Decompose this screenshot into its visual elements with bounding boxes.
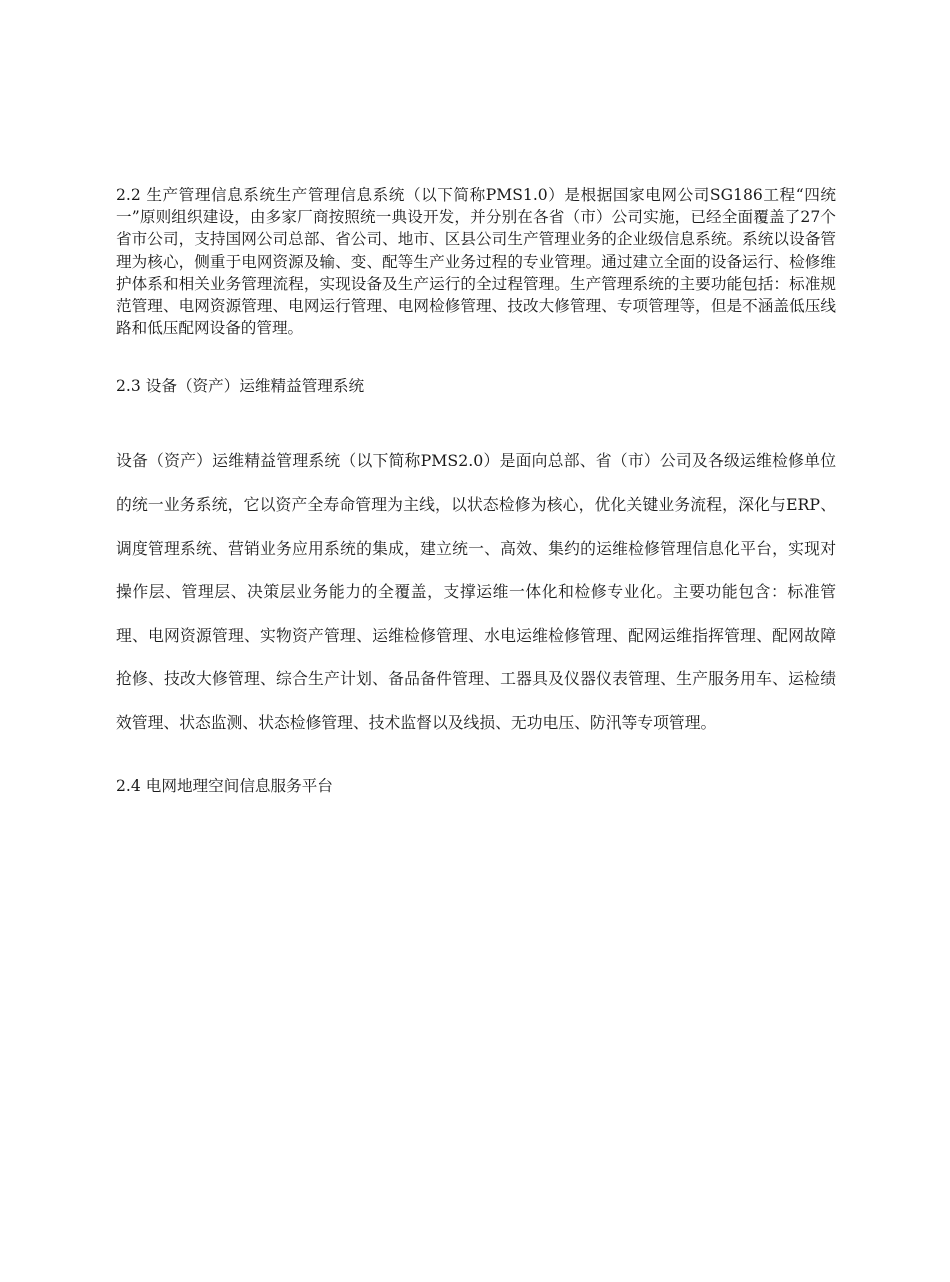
section-2-2-paragraph: 2.2 生产管理信息系统生产管理信息系统（以下简称PMS1.0）是根据国家电网公司SG186工程“四统一”原则组织建设，由多家厂商按照统一典设开发，并分别在各省（市）公司实施，已经全面覆盖了27个省市公司，支持国网公司总部、省公司、地市、区县公司生产管理业务的企业级信息系统。系统以设备管理为核心，侧重于电网资源及输、变、配等生产业务过程的专业管理。通过建立全面的设备运行、检修维护体系和相关业务管理流程，实现设备及生产运行的全过程管理。生产管理系统的主要功能包括：标准规范管理、电网资源管理、电网运行管理、电网检修管理、技改大修管理、专项管理等，但是不涵盖低压线路和低压配网设备的管理。 (116, 186, 836, 338)
section-2-4-heading: 2.4 电网地理空间信息服务平台 (116, 776, 333, 795)
document-body (116, 184, 836, 797)
section-2-3-heading: 2.3 设备（资产）运维精益管理系统 (116, 377, 365, 396)
section-2-3-paragraph: 设备（资产）运维精益管理系统（以下简称PMS2.0）是面向总部、省（市）公司及各级运维检修单位的统一业务系统，它以资产全寿命管理为主线，以状态检修为核心，优化关键业务流程，深化与ERP、调度管理系统、营销业务应用系统的集成，建立统一、高效、集约的运维检修管理信息化平台，实现对操作层、管理层、决策层业务能力的全覆盖，支撑运维一体化和检修专业化。主要功能包含：标准管理、电网资源管理、实物资产管理、运维检修管理、水电运维检修管理、配网运维指挥管理、配网故障抢修、技改大修管理、综合生产计划、备品备件管理、工器具及仪器仪表管理、生产服务用车、运检绩效管理、状态监测、状态检修管理、技术监督以及线损、无功电压、防汛等专项管理。 (116, 451, 836, 732)
